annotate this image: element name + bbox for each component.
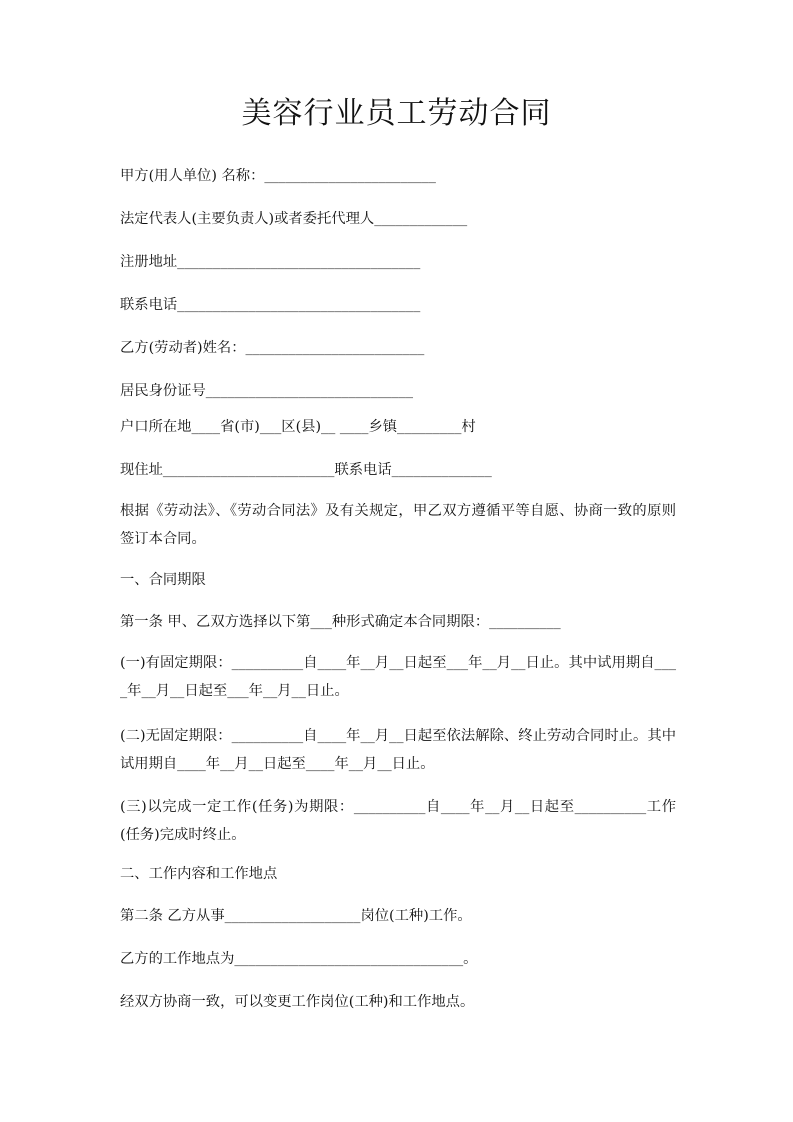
term-option-open-ended: (二)无固定期限：__________自____年__月__日起至依法解除、终止劳动合同时止。其中试用期自____年__月__日起至____年__月__日止。 bbox=[120, 728, 676, 772]
legal-representative-line: 法定代表人(主要负责人)或者委托代理人_____________ bbox=[120, 211, 468, 227]
page-title: 美容行业员工劳动合同 bbox=[241, 96, 552, 131]
household-address-line: 户口所在地____省(市)___区(县)__ ____乡镇_________村 bbox=[120, 419, 476, 435]
change-clause: 经双方协商一致，可以变更工作岗位(工种)和工作地点。 bbox=[120, 994, 475, 1010]
article-2: 第二条 乙方从事___________________岗位(工种)工作。 bbox=[120, 908, 472, 924]
current-address-line: 现住址________________________联系电话______________ bbox=[120, 462, 492, 478]
party-b-name-line: 乙方(劳动者)姓名：_________________________ bbox=[120, 340, 425, 356]
intro-paragraph: 根据《劳动法》、《劳动合同法》及有关规定，甲乙双方遵循平等自愿、协商一致的原则签订本合同。 bbox=[120, 503, 676, 547]
contact-phone-line: 联系电话__________________________________ bbox=[120, 297, 421, 313]
work-location-line: 乙方的工作地点为________________________________。 bbox=[120, 951, 478, 967]
section-heading-work-content: 二、工作内容和工作地点 bbox=[120, 866, 278, 882]
term-option-task-based: (三)以完成一定工作(任务)为期限：__________自____年__月__日起至__________工作(任务)完成时终止。 bbox=[120, 799, 676, 843]
section-heading-contract-term: 一、合同期限 bbox=[120, 572, 206, 588]
term-option-fixed: (一)有固定期限：__________自____年__月__日起至___年__月__日止。其中试用期自____年__月__日起至___年__月__日止。 bbox=[120, 655, 676, 699]
party-a-name-line: 甲方(用人单位) 名称：________________________ bbox=[120, 168, 436, 184]
registered-address-line: 注册地址__________________________________ bbox=[120, 254, 421, 270]
id-number-line: 居民身份证号_____________________________ bbox=[120, 383, 414, 399]
article-1: 第一条 甲、乙双方选择以下第___种形式确定本合同期限：__________ bbox=[120, 614, 561, 630]
